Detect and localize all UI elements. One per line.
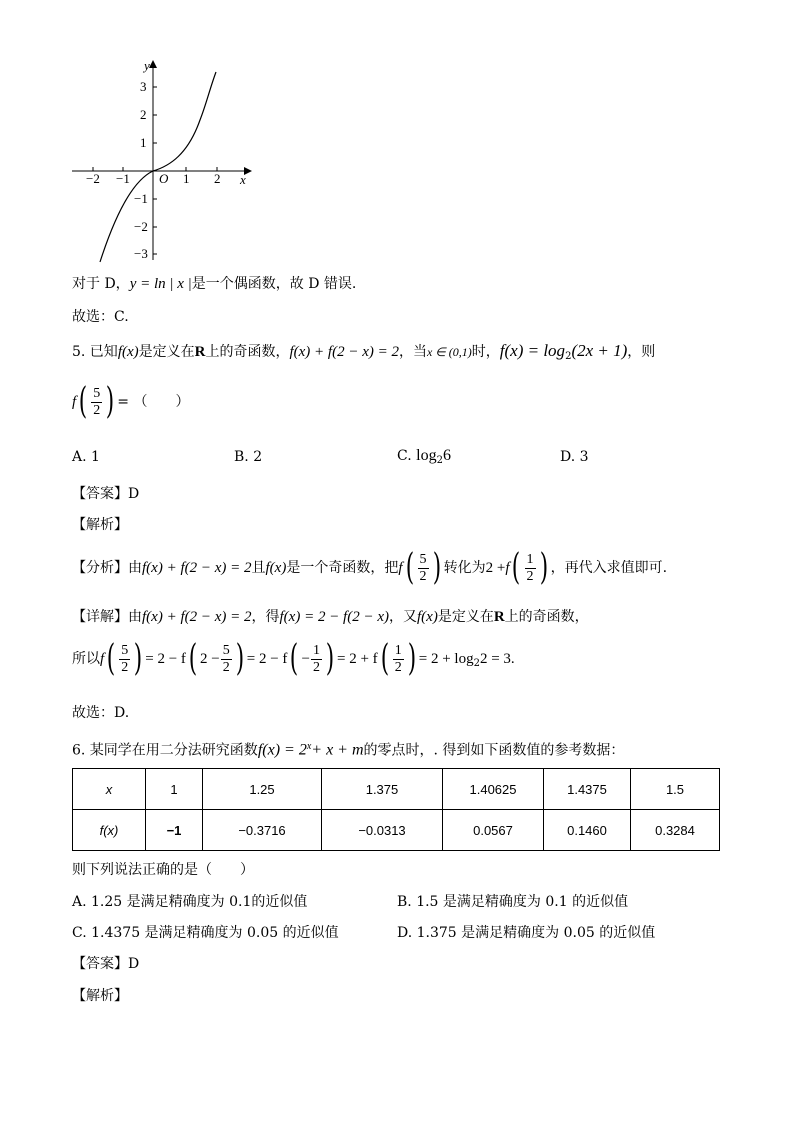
text: ，则 [627,344,656,360]
prev-answer-line: 故选：C. [72,309,129,325]
math-expr: f(x) + f(2 − x) = 2 [142,560,252,576]
fraction: $\frac{5}{2}$ [121,642,129,675]
q5-option-d: D. 3 [560,449,589,465]
fraction: $\frac{1}{2}$ [312,642,320,675]
tag: 【分析】 [72,560,128,576]
tag: 【详解】 [72,609,128,625]
text: 是定义在 [437,609,494,625]
math-expr: f(x) = 2 [257,741,307,759]
math-R: R [194,344,206,360]
answer-tag: 【答案】 [72,956,128,972]
table-cell: 1.40625 [443,769,544,810]
fraction: $\frac{5}{2}$ [419,551,427,584]
table-cell: x [73,769,146,810]
q6-option-c: C. 1.4375 是满足精确度为 0.05 的近似值 [72,925,339,941]
q5-option-a: A. 1 [72,449,100,465]
curve [100,72,216,262]
math-expr: f(x) + f(2 − x) = 2 [289,344,399,360]
x-tick-label: 2 [214,171,221,186]
math-expr: 2 = 3. [479,651,515,667]
table-cell: 1.25 [203,769,322,810]
text: 对于 D， [72,276,130,292]
q5-jiexi: 【解析】 [72,517,128,533]
text: 6. 某同学在用二分法研究函数 [72,742,258,759]
q5-chain: 所以f( $\frac{5}{2}$ ) = 2 − f( 2 − $\frac{5}{2}$ ) = 2 − f( − $\frac{1}{2}$ ) = 2 + f( $\frac{1}{2}$ ) = $2 + \log_22 = 3$. [72,638,515,679]
math-sub: 2 [436,455,443,466]
y-tick-label: −2 [134,219,148,234]
table-cell: 1 [146,769,203,810]
table-cell: 1.4375 [544,769,631,810]
y-tick-label: 3 [140,79,147,94]
math-expr: = 2 − f [246,651,288,667]
math-sub: 2 [473,658,480,669]
table-row [73,810,720,851]
x-tick-label: −1 [116,171,130,186]
text: 是一个奇函数，把 [286,560,399,576]
q5-final: 故选：D. [72,705,130,721]
q5-xiangjie [72,607,589,627]
table-cell: −1 [146,810,203,851]
text: ，又 [389,609,417,625]
math-expr: f(x) = log [499,341,566,360]
text: 时， [471,344,500,360]
x-tick-label: 1 [183,171,190,186]
math-expr: f(x) + f(2 − x) = 2 [142,609,252,625]
q6-option-a: A. 1.25 是满足精确度为 0.1的近似值 [72,894,308,910]
table-cell: 0.1460 [544,810,631,851]
text: 且 [251,560,266,576]
text: 上的奇函数， [504,609,589,625]
math-expr: (2x + 1) [571,341,628,360]
text: ，再代入求值即可. [550,560,668,576]
table-cell: −0.3716 [203,810,322,851]
q6-jiexi: 【解析】 [72,988,128,1004]
answer-value: D [128,486,140,502]
math-expr: = 2 − f [145,651,186,667]
origin-label: O [159,171,169,186]
math-expr: y = ln | x | [129,276,192,292]
text: 由 [128,560,142,576]
q5-answer [72,484,139,504]
function-graph [60,50,260,270]
y-tick-label: −1 [134,191,148,206]
option-d-analysis [72,274,356,294]
math-expr: log [416,447,437,464]
math-expr: f(x) = 2 − f(2 − x) [279,609,389,625]
answer-tag: 【答案】 [72,486,128,502]
x-axis-label: x [240,172,246,187]
x-tick-label: −2 [86,171,100,186]
table-row [73,769,720,810]
text: 的零点时，. 得到如下函数值的参考数据： [363,742,625,759]
fraction: $\frac{5}{2}$ [222,642,230,675]
q5-fenxi: 【分析】由f(x) + f(2 − x) = 2且f(x)是一个奇函数，把f( $\frac{5}{2}$ ) 转化为2 +f( $\frac{1}{2}$ ) ，再代入求值即可. [72,547,668,588]
fraction: $\frac{1}{2}$ [526,551,534,584]
text: C. [397,448,417,464]
text: 是定义在 [138,344,195,360]
text: 是一个偶函数，故 D 错误. [191,276,357,292]
text: 由 [128,609,142,625]
math-expr: x ∈ (0,1) [426,345,472,359]
math-R: R [493,609,505,625]
q5-ask: f( $\frac{5}{2}$ ) = （ ） [72,381,190,422]
data-table [72,768,720,851]
q6-stem [72,737,624,761]
math-expr: 2 − [199,651,220,667]
q5-option-c [397,447,451,466]
text: 5. 已知 [72,344,118,360]
fraction: $\frac{5}{2}$ [93,385,101,418]
math-sub: 2 [565,351,572,362]
q5-stem [72,341,655,367]
math-expr: f(x) [117,344,139,360]
math-expr: f(x) [417,609,438,625]
q5-option-b: B. 2 [234,449,263,465]
q6-answer [72,954,139,974]
q6-option-d: D. 1.375 是满足精确度为 0.05 的近似值 [397,925,656,941]
y-tick-label: 2 [140,107,147,122]
table-cell: 0.0567 [443,810,544,851]
answer-value: D [128,956,140,972]
math-expr: − [301,651,310,667]
math-expr: 2 + [485,560,506,576]
q6-option-b: B. 1.5 是满足精确度为 0.1 的近似值 [397,894,629,910]
math-expr: f(x) [265,560,287,576]
text: ，当 [398,344,427,360]
math-sup: x [306,741,312,752]
y-tick-label: −3 [134,246,148,261]
table-cell: 1.5 [631,769,720,810]
y-tick-label: 1 [140,135,147,150]
math-expr: 6 [442,447,451,464]
y-axis-label: y [144,58,150,73]
text: 所以 [72,651,100,667]
text: ，得 [251,609,280,625]
fraction: $\frac{1}{2}$ [394,642,402,675]
table-cell: 1.375 [322,769,443,810]
math-f: f [72,394,77,410]
table-cell: 0.3284 [631,810,720,851]
text: 上的奇函数， [205,344,290,360]
text: 转化为 [443,560,486,576]
table-cell: f(x) [73,810,146,851]
q6-question: 则下列说法正确的是（ ） [72,862,254,878]
table-cell: −0.0313 [322,810,443,851]
math-expr: = 2 + log [418,651,474,667]
text: = （ ） [117,394,190,410]
math-expr: + x + m [311,741,364,759]
math-expr: = 2 + f [336,651,378,667]
